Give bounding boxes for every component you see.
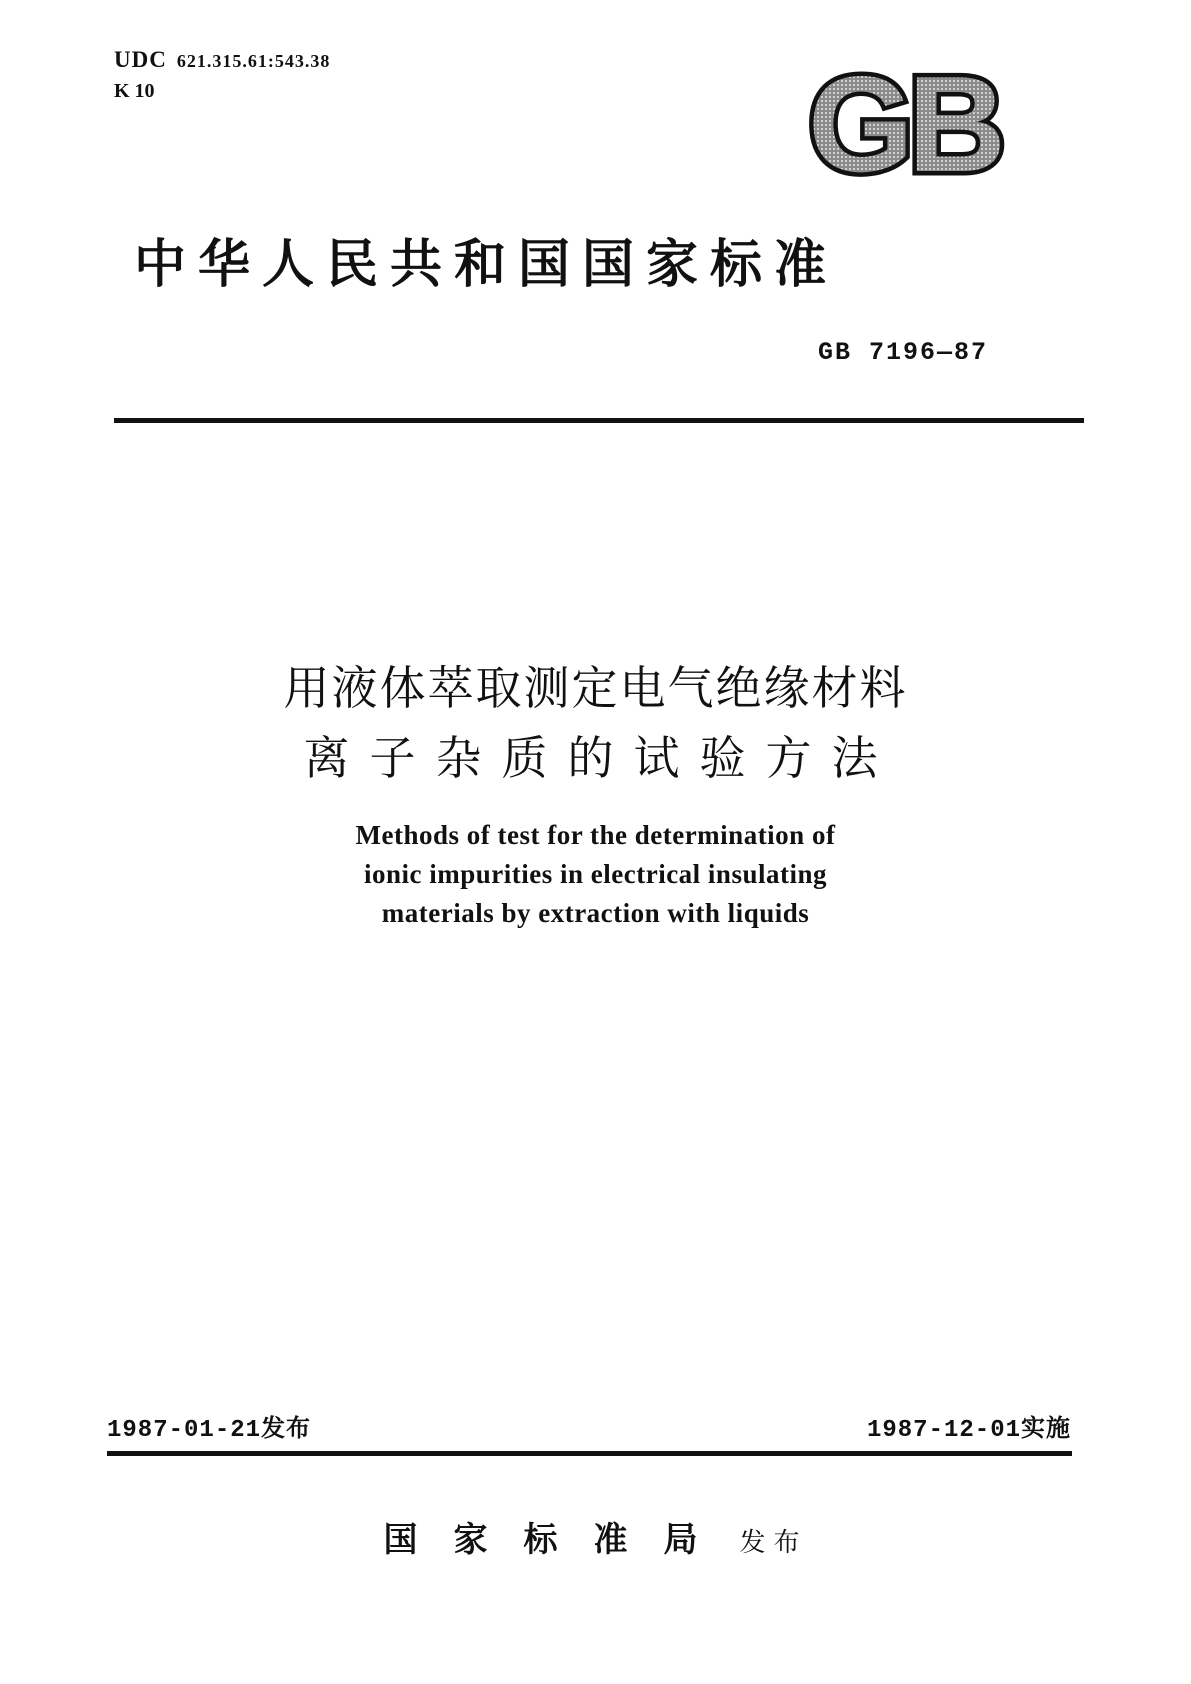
issue-date: 1987-01-21发布 bbox=[107, 1417, 312, 1444]
issuer-suffix: 发布 bbox=[739, 1528, 808, 1558]
udc-code bbox=[114, 47, 330, 73]
title-en-line-1: Methods of test for the determination of bbox=[355, 820, 836, 850]
gb-logo bbox=[792, 63, 1016, 187]
udc-value: 621.315.61:543.38 bbox=[176, 51, 331, 71]
issuer-name: 国家标准局 bbox=[383, 1520, 734, 1560]
classification-code: K 10 bbox=[114, 80, 155, 102]
gb-logo-graphic bbox=[792, 63, 1016, 187]
national-standard-title: 中华人民共和国国家标准 bbox=[134, 235, 839, 295]
title-zh-line-1: 用液体萃取测定电气绝缘材料 bbox=[283, 661, 908, 715]
issuer-line bbox=[0, 1512, 1191, 1561]
title-zh-line-2: 离子杂质的试验方法 bbox=[303, 731, 898, 785]
title-en-line-2: ionic impurities in electrical insulating bbox=[364, 859, 827, 889]
footer-divider bbox=[107, 1451, 1072, 1456]
header-divider bbox=[114, 418, 1084, 423]
effective-date: 1987-12-01实施 bbox=[866, 1417, 1071, 1444]
standard-number: GB 7196—87 bbox=[818, 338, 989, 367]
udc-label: UDC bbox=[114, 47, 167, 72]
gb-logo-text: GB bbox=[808, 63, 1000, 187]
title-en-line-3: materials by extraction with liquids bbox=[381, 898, 810, 928]
